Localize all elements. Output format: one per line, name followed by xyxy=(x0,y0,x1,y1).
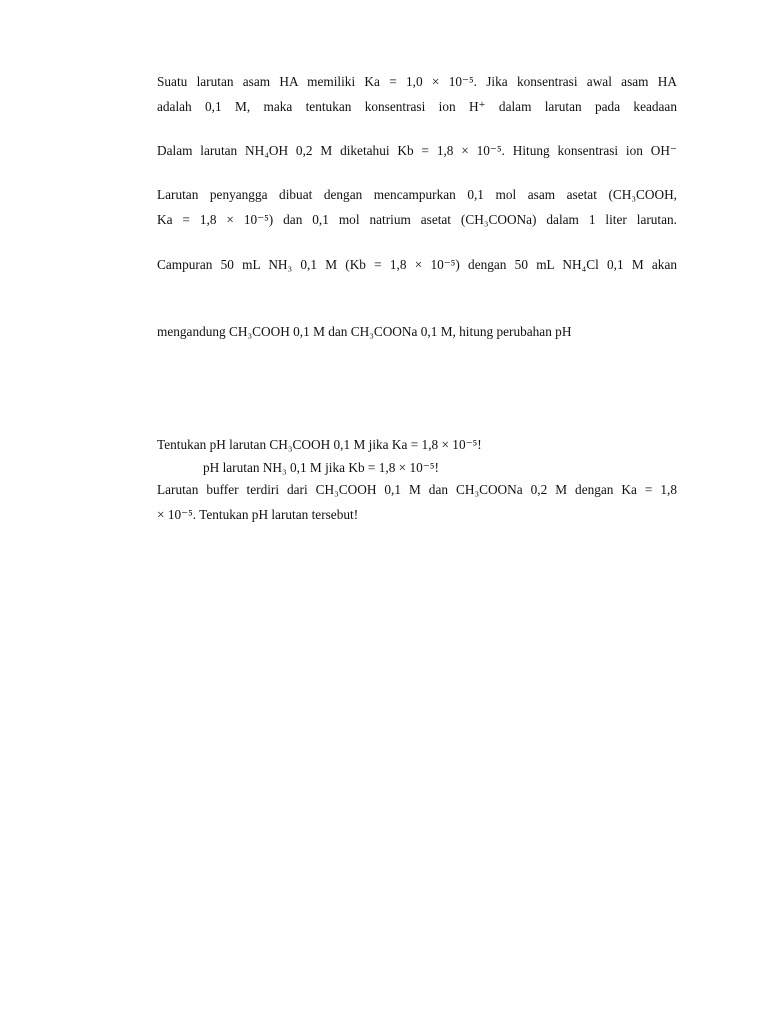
text-line: Larutan buffer terdiri dari CH₃COOH 0,1 M dan CH₃COONa 0,2 M dengan Ka = 1,8 xyxy=(157,482,677,497)
text-line: pH larutan NH₃ 0,1 M jika Kb = 1,8 × 10⁻⁵! xyxy=(203,460,439,475)
text-line: Campuran 50 mL NH₃ 0,1 M (Kb = 1,8 × 10⁻⁵) dengan 50 mL NH₄Cl 0,1 M akan xyxy=(157,257,677,272)
text-line: Dalam larutan NH₄OH 0,2 M diketahui Kb = 1,8 × 10⁻⁵. Hitung konsentrasi ion OH⁻ xyxy=(157,143,677,158)
text-line: Tentukan pH larutan CH₃COOH 0,1 M jika Ka = 1,8 × 10⁻⁵! xyxy=(157,437,482,452)
text-line: mengandung CH₃COOH 0,1 M dan CH₃COONa 0,1 M, hitung perubahan pH xyxy=(157,324,572,339)
text-line: Suatu larutan asam HA memiliki Ka = 1,0 × 10⁻⁵. Jika konsentrasi awal asam HA xyxy=(157,74,677,89)
text-line: Larutan penyangga dibuat dengan mencampurkan 0,1 mol asam asetat (CH₃COOH, xyxy=(157,187,677,202)
text-line: × 10⁻⁵. Tentukan pH larutan tersebut! xyxy=(157,507,359,522)
text-line: adalah 0,1 M, maka tentukan konsentrasi ion H⁺ dalam larutan pada keadaan xyxy=(157,99,677,114)
text-line: Ka = 1,8 × 10⁻⁵) dan 0,1 mol natrium asetat (CH₃COONa) dalam 1 liter larutan. xyxy=(157,212,677,227)
